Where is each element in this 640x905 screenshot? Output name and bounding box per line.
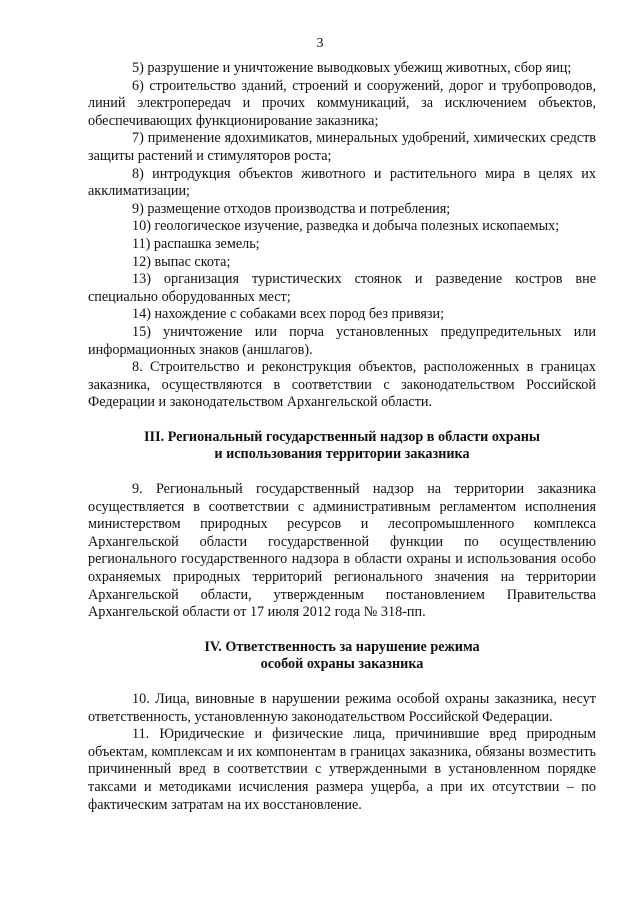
- list-item-9: 9) размещение отходов производства и потребления;: [132, 200, 451, 217]
- section-4-title-line-1: IV. Ответственность за нарушение режима: [204, 638, 480, 655]
- paragraph-10: 10. Лица, виновные в нарушении режима особой охраны заказника, несут ответственность, установленную законодательством Российской Федерации.: [88, 691, 596, 725]
- list-item-14: 14) нахождение с собаками всех пород без привязи;: [132, 306, 445, 323]
- paragraph-11: 11. Юридические и физические лица, причинившие вред природным объектам, комплексам и их компонентам в границах заказника, обязаны возместить причиненный вред в соответствии с утвержденными в установленном порядке таксами и методиками исчисления размера ущерба, а при их отсутствии – по фактическим затратам на их восстановление.: [88, 726, 596, 813]
- section-4-title-line-2: особой охраны заказника: [260, 656, 424, 673]
- list-item-15: 15) уничтожение или порча установленных предупредительных или информационных знаков (аншлагов).: [88, 323, 596, 358]
- section-3-title-line-2: и использования территории заказника: [214, 446, 470, 463]
- document-body: [88, 60, 596, 814]
- list-item-11: 11) распашка земель;: [132, 235, 260, 252]
- section-3-title-line-1: III. Региональный государственный надзор в области охраны: [144, 428, 540, 445]
- paragraph-9: 9. Региональный государственный надзор на территории заказника осуществляется в соответствии с административным регламентом исполнения министерством природных ресурсов и лесопромышленного комплекса Архангельской области государственной функции по осуществлению регионального государственного надзора в области охраны и использования особо охраняемых природных территорий регионального значения на территории Архангельской области, утвержденным постановлением Правительства Архангельской области от 17 июля 2012 года № 318-пп.: [88, 481, 596, 621]
- paragraph-8: 8. Строительство и реконструкция объектов, расположенных в границах заказника, осуществляются в соответствии с законодательством Российской Федерации и законодательством Архангельской области.: [88, 359, 596, 411]
- list-item-12: 12) выпас скота;: [132, 253, 231, 270]
- section-3-heading: [88, 429, 596, 464]
- list-item-6: 6) строительство зданий, строений и сооружений, дорог и трубопроводов, линий электропередач и прочих коммуникаций, за исключением объектов, обеспечивающих функционирование заказника;: [88, 77, 596, 129]
- section-4-heading: [88, 639, 596, 674]
- list-item-5: 5) разрушение и уничтожение выводковых убежищ животных, сбор яиц;: [132, 60, 572, 76]
- list-item-10: 10) геологическое изучение, разведка и добыча полезных ископаемых;: [132, 218, 560, 235]
- list-item-13: 13) организация туристических стоянок и разведение костров вне специально оборудованных мест;: [88, 271, 596, 305]
- list-item-8: 8) интродукция объектов животного и растительного мира в целях их акклиматизации;: [88, 165, 596, 200]
- page-number: 3: [316, 36, 324, 51]
- list-item-7: 7) применение ядохимикатов, минеральных удобрений, химических средств защиты растений и стимуляторов роста;: [88, 130, 596, 164]
